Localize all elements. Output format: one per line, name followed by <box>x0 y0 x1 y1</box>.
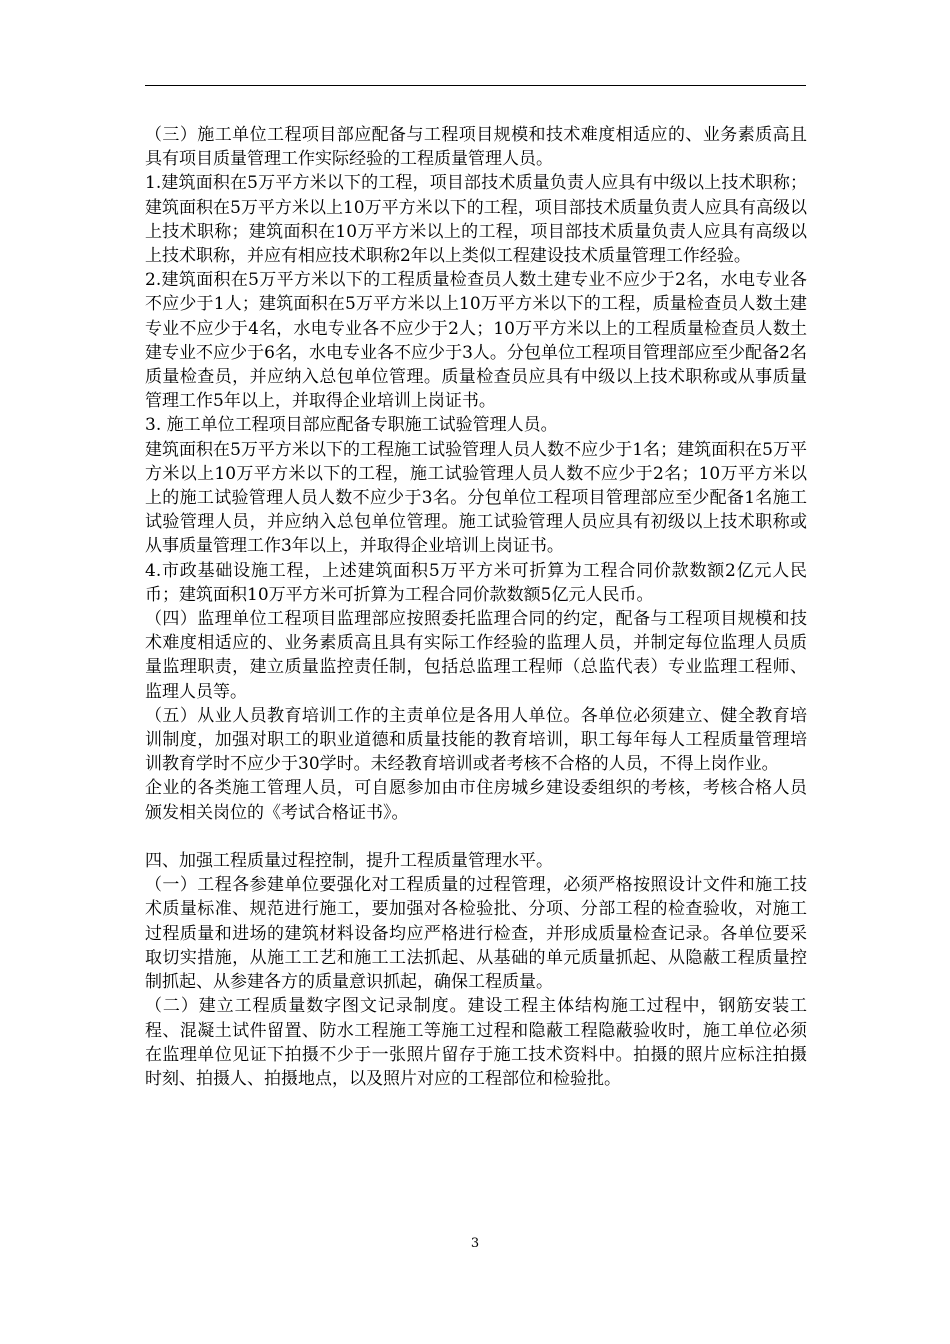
blank-line <box>145 825 807 849</box>
paragraph-section-5: （五）从业人员教育培训工作的主责单位是各用人单位。各单位必须建立、健全教育培训制度，加强对职工的职业道德和质量技能的教育培训，职工每年每人工程质量管理培训教育学时不应少于30学时。未经教育培训或者考核不合格的人员，不得上岗作业。 <box>145 705 807 775</box>
paragraph-four-2: （二）建立工程质量数字图文记录制度。建设工程主体结构施工过程中，钢筋安装工程、混凝土试件留置、防水工程施工等施工过程和隐蔽工程隐蔽验收时，施工单位必须在监理单位见证下拍摄不少于一张照片留存于施工技术资料中。拍摄的照片应标注拍摄时刻、拍摄人、拍摄地点，以及照片对应的工程部位和检验批。 <box>145 996 807 1089</box>
document-body <box>145 123 807 1091</box>
page-number: 3 <box>470 1236 480 1251</box>
paragraph-enterprise-staff: 企业的各类施工管理人员，可自愿参加由市住房城乡建设委组织的考核，考核合格人员颁发相关岗位的《考试合格证书》。 <box>145 778 807 823</box>
paragraph-item-3-detail: 建筑面积在5万平方米以下的工程施工试验管理人员人数不应少于1名；建筑面积在5万平方米以上10万平方米以下的工程，施工试验管理人员人数不应少于2名；10万平方米以上的施工试验管理人员人数不应少于3名。分包单位工程项目管理部应至少配备1名施工试验管理人员，并应纳入总包单位管理。施工试验管理人员应具有初级以上技术职称或从事质量管理工作3年以上，并取得企业培训上岗证书。 <box>145 439 807 557</box>
paragraph-section-4: （四）监理单位工程项目监理部应按照委托监理合同的约定，配备与工程项目规模和技术难度相适应的、业务素质高且具有实际工作经验的监理人员，并制定每位监理人员质量监理职责，建立质量监控责任制，包括总监理工程师（总监代表）专业监理工程师、监理人员等。 <box>145 609 807 702</box>
paragraph-3-section-3: （三）施工单位工程项目部应配备与工程项目规模和技术难度相适应的、业务素质高且具有项目质量管理工作实际经验的工程质量管理人员。 <box>145 125 807 170</box>
paragraph-item-3: 3. 施工单位工程项目部应配备专职施工试验管理人员。 <box>145 415 558 436</box>
paragraph-item-2: 2.建筑面积在5万平方米以下的工程质量检查员人数土建专业不应少于2名，水电专业各不应少于1人；建筑面积在5万平方米以上10万平方米以下的工程，质量检查员人数土建专业不应少于4名，水电专业各不应少于2人；10万平方米以上的工程质量检查员人数土建专业不应少于6名，水电专业各不应少于3人。分包单位工程项目管理部应至少配备2名质量检查员，并应纳入总包单位管理。质量检查员应具有中级以上技术职称或从事质量管理工作5年以上，并取得企业培训上岗证书。 <box>145 270 807 412</box>
paragraph-item-1: 1.建筑面积在5万平方米以下的工程，项目部技术质量负责人应具有中级以上技术职称；建筑面积在5万平方米以上10万平方米以下的工程，项目部技术质量负责人应具有高级以上技术职称；建筑面积在10万平方米以上的工程，项目部技术质量负责人应具有高级以上技术职称，并应有相应技术职称2年以上类似工程建设技术质量管理工作经验。 <box>145 173 807 267</box>
paragraph-four-1: （一）工程各参建单位要强化对工程质量的过程管理，必须严格按照设计文件和施工技术质量标准、规范进行施工，要加强对各检验批、分项、分部工程的检查验收，对施工过程质量和进场的建筑材料设备均应严格进行检查，并形成质量检查记录。各单位要采取切实措施，从施工工艺和施工工法抓起、从基础的单元质量抓起、从隐蔽工程质量控制抓起、从参建各方的质量意识抓起，确保工程质量。 <box>145 875 807 993</box>
heading-section-four: 四、加强工程质量过程控制，提升工程质量管理水平。 <box>145 851 553 872</box>
paragraph-item-4: 4.市政基础设施工程，上述建筑面积5万平方米可折算为工程合同价款数额2亿元人民币；建筑面积10万平方米可折算为工程合同价款数额5亿元人民币。 <box>145 560 807 605</box>
header-rule <box>145 85 806 86</box>
